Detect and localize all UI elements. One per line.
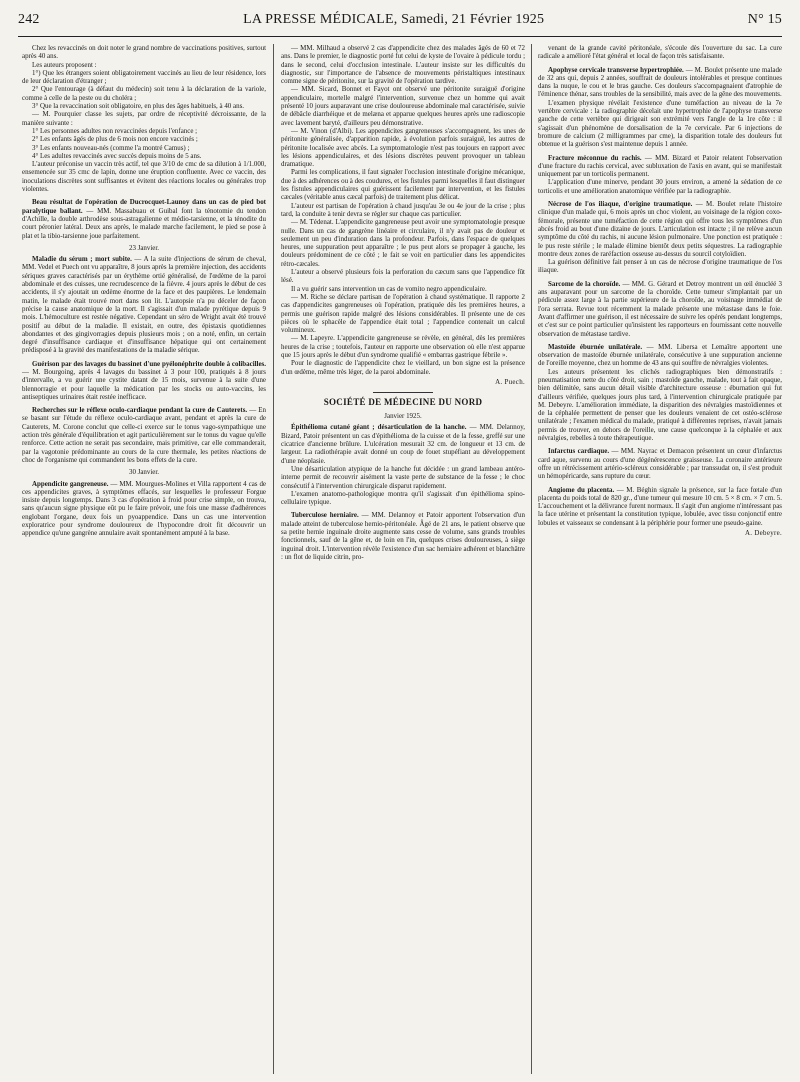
article-paragraph: Chez les revaccinés on doit noter le grand nombre de vaccinations positives, surtout après 40 ans. — [22, 44, 266, 61]
author-signature: A. Debeyre. — [744, 529, 782, 538]
article-paragraph: 4° Les adultes revaccinés avec succès depuis moins de 5 ans. — [32, 151, 202, 160]
article-paragraph: Il a vu guérir sans intervention un cas de vomito negro appendiculaire. — [291, 284, 487, 293]
article-text: — En se basant sur l'étude du réflexe oculo-cardiaque avant, pendant et après la cure de Cauterets, M. Corone conclut que celle-ci exerce sur le tonus vago-sympathique une action très générale d'équilibration et agit particulièrement sur le tonus du vague qu'elle renforce. Cette action ne serait pas secondaire, mais primitive, car elle commanderait, par la vagotonie prédominante au cours de la cure thermale, les petites réactions de choc de l'organisme qui commandent les bons effets de la cure. — [22, 406, 266, 464]
article-paragraph: L'auteur est partisan de l'opération à chaud jusqu'au 3e ou 4e jour de la crise ; plus tard, la conduite à tenir devra se régler sur chaque cas particulier. — [281, 201, 525, 218]
article-heading: Maladie du sérum ; mort subite. — [32, 255, 132, 264]
author-signature: A. Puech. — [495, 377, 525, 386]
article-paragraph — [22, 360, 266, 401]
issue-number: N° 15 — [747, 12, 782, 27]
session-date: 30 Janvier. — [128, 468, 160, 477]
article-paragraph: 2° Que l'entourage (à défaut du médecin) soit tenu à la déclaration de la variole, comme à celle de la peste ou du choléra ; — [22, 85, 266, 102]
article-paragraph: L'examen anatomo-pathologique montra qu'il s'agissait d'un épithélioma spino-cellulaire typique. — [281, 489, 525, 507]
article-paragraph: 1° Les personnes adultes non revaccinées depuis l'enfance ; — [32, 126, 198, 135]
page-number: 242 — [18, 12, 40, 27]
article-paragraph — [22, 406, 266, 464]
article-paragraph: Les auteurs proposent : — [32, 60, 97, 69]
article-heading: Appendicite gangreneuse. — [32, 479, 109, 488]
article-paragraph — [22, 255, 266, 355]
column-3 — [538, 44, 782, 1076]
article-heading: Mastoïde éburnée unilatérale. — [548, 342, 643, 351]
article-paragraph: — MM. Milhaud a observé 2 cas d'appendicite chez des malades âgés de 60 et 72 ans. Dans le premier, le diagnostic porté fut celui de kyste de l'ovaire à pédicule tordu ; dans le second, celui d'occlusion intestinale. L'auteur insiste sur les difficultés du diagnostic, sur l'importance de l'absence de mouvements péristaltiques intestinaux comme signe de péritonite, sur la gravité de l'opération tardive. — [281, 44, 525, 86]
article-heading: Apophyse cervicale transverse hypertrophiée. — [548, 65, 684, 74]
article-paragraph: L'application d'une minerve, pendant 30 jours environ, a amené la sédation de ce torticolis et une amélioration anatomique vérifiée par la radiographie. — [538, 178, 782, 195]
header-rule — [18, 36, 782, 37]
article-heading: Nécrose de l'os iliaque, d'origine traumatique. — [548, 200, 693, 209]
article-paragraph: — M. Tédenat. L'appendicite gangreneuse peut avoir une symptomatologie presque nulle. Dans un cas de gangrène linéaire et circulaire, il n'y avait pas de douleur et seulement un peu d'induration dans la profondeur. Parfois, dans l'espace de quelques heures, une suppuration peut apparaître ; le pus peut alors se propager à gauche, les douleurs prédominent de ce côté ; le fait se voit en particulier dans les appendicites rétro-cæcales. — [281, 218, 525, 268]
article-paragraph: venant de la grande cavité péritonéale, s'écoule dès l'ouverture du sac. La cure radicale a amélioré l'état général et local de façon très satisfaisante. — [538, 44, 782, 61]
article-text: — M. Boulet présente une malade de 32 ans qui, depuis 2 années, souffrait de douleurs intolérables et presque continues dans la nuque, le cou et le bras gauche. Ces douleurs s'accompagnaient d'atrophie de l'éminence thénar, sans troubles de la sensibilité, mais avec de la gêne des mouvements. — [538, 65, 782, 99]
article-text: — MM. G. Gérard et Detroy montrent un œil énucléé 3 ans auparavant pour un sarcome de la choroïde. Cette tumeur s'implantait par un pédicule assez large à la partie supérieure de la choroïde, au voisinage immédiat de l'ora serrata. Revue tout récemment la malade présente une métastase dans le foie. Avant d'affirmer une guérison, il est nécessaire de suivre les opérés pendant longtemps, et c'est sur ce point particulier qu'insistent les rapporteurs en fournissant cette nouvelle observation de métastase tardive. — [538, 279, 782, 338]
article-paragraph — [281, 423, 525, 464]
article-text: — MM. Nayrac et Demacon présentent un cœur d'infarctus card aque, survenu au cours d'une dégénérescence graisseuse. La coronaire antérieure offre un rétrécissement artério-scléreux considérable ; par transsudat on, il s'est produit un hémopéricarde, sans rupture du cœur. — [538, 447, 782, 481]
article-heading: Infarctus cardiaque. — [548, 447, 610, 456]
article-paragraph: 3° Les enfants nouveau-nés (comme l'a montré Camus) ; — [32, 143, 190, 152]
article-text: — A la suite d'injections de sérum de cheval, MM. Vedel et Puech ont vu apparaître, 8 jours après la première injection, des accidents sériques graves caractérisés par un érythème ortié généralisé, de l'œdème de la paroi abdominale et des cuisses, une recrudescence de la fièvre. 4 jours après le début de ces accidents, il s'y ajoutait un œdème énorme de la face et des paupières. Le lendemain matin, le malade était trouvé mort dans son lit. L'autopsie n'a pu déceler de façon précise la cause anatomique de la mort. Il s'agissait d'un malade pyrétique depuis 9 mois. L'hémoculture est restée négative. Cependant un séro de Wright avait été trouvé positif au début de la maladie. Il existait, en outre, des épistaxis quotidiennes abondantes et des gingivorragies depuis plusieurs mois ; on a noté, enfin, un certain degré d'insuffisance cardiaque et d'insuffisance hépatique qui ont certainement prédisposé à la gravité des manifestations de la maladie sérique. — [22, 255, 266, 355]
article-heading: Fracture méconnue du rachis. — [548, 153, 642, 162]
article-text: — M. Béghin signale la présence, sur la face fœtale d'un placenta du poids total de 820 gr., d'une tumeur qui mesure 10 cm. 5 × 8 cm. × 7 cm. 5. L'accouchement et la délivrance furent normaux. Il s'agit d'un angiome n'intéressant pas la face utérine et présentant la constitution typique, lobulée, avec tissu conjonctif entre lobules et vaisseaux se condensant à la périphérie pour former une pseudo-gaine. — [538, 485, 782, 527]
article-heading: Épithélioma cutané géant ; désarticulation de la hanche. — [291, 423, 467, 432]
session-date: 23 Janvier. — [128, 243, 160, 252]
article-heading: Sarcome de la choroïde. — [548, 279, 621, 288]
column-divider — [273, 44, 274, 1074]
column-divider — [531, 44, 532, 1074]
article-paragraph: — M. Lapeyre. L'appendicite gangreneuse se révèle, en général, dès les premières heures de la crise ; toutefois, l'auteur en rapporte une observation où elle n'est apparue que 15 jours après le début d'un syndrome qualifié « embarras gastrique fébrile ». — [281, 334, 525, 359]
society-heading: SOCIÉTÉ DE MÉDECINE DU NORD — [323, 397, 483, 408]
article-text: — MM. Bizard et Patoir relatent l'observation d'une fracture du rachis cervical, avec subluxation de l'axis en avant, qui se manifestait uniquement par un torticolis permanent. — [538, 153, 782, 179]
article-paragraph — [281, 511, 525, 561]
article-paragraph: L'auteur a observé plusieurs fois la perforation du cæcum sans que l'appendice fût lésé. — [281, 268, 525, 285]
article-paragraph — [538, 154, 782, 179]
section-rule — [373, 392, 433, 393]
article-heading: Beau résultat de l'opération de Ducrocquet-Launoy dans un cas de pied bot paralytique ballant. — [22, 198, 266, 215]
article-paragraph: L'examen physique révélait l'existence d'une tuméfaction au niveau de la 7e vertèbre cervicale : la radiographie décelait une hypertrophie de l'apophyse transverse gauche de cette vertèbre qui dirigeait son extrémité vers l'angle de la 1re côte : il s'agissait d'un phénomène de dorsalisation de la 7e cervicale. Par 6 injections de bromure de calcium (2 milligrammes par cme), la disparition totale des douleurs fut obtenue et la guérison s'est maintenue depuis 1 année. — [538, 98, 782, 149]
page-header — [18, 12, 782, 34]
journal-title: LA PRESSE MÉDICALE, Samedi, 21 Février 1925 — [243, 12, 545, 27]
article-text: — MM. Delannoy et Patoir apportent l'observation d'un malade atteint de tuberculose hernio-péritonéale. Âgé de 21 ans, le patient observe que sa petite hernie inguinale droite augmente sans cesse de volume, sans grands troubles fonctionnels, sauf de la gêne et, de loin en l'in, quelques crises douloureuses, à siège inguinal droit. L'intervention révèle l'existence d'un sac herniaire adhérent et blanchâtre : un flot de liquide citrin, pro- — [281, 511, 525, 561]
article-paragraph: Une désarticulation atypique de la hanche fut décidée : un grand lambeau antéro-interne permit de recouvrir aisément la vaste perte de substance de la fesse ; le choc consécutif à l'intervention chirurgicale disparut rapidement. — [281, 464, 525, 490]
article-paragraph — [538, 486, 782, 527]
article-paragraph — [538, 200, 782, 258]
article-heading: Angiome du placenta. — [548, 485, 615, 494]
article-paragraph — [538, 280, 782, 338]
article-paragraph: Pour le diagnostic de l'appendicite chez le vieillard, un bon signe est la présence d'un œdème, même très léger, de la paroi abdominale. — [281, 359, 525, 376]
article-paragraph — [22, 198, 266, 239]
article-paragraph — [538, 447, 782, 480]
article-heading: Guérison par des lavages du bassinet d'une pyélonéphrite double à colibacilles. — [32, 359, 266, 368]
article-paragraph — [22, 480, 266, 538]
article-paragraph: — M. Vinon (d'Albi). Les appendicites gangreneuses s'accompagnent, les unes de péritonite généralisée, d'apparition rapide, à évolution parfois suraiguë, les autres de péritonite localisée avec abcès. La symptomatologie n'est pas toujours en rapport avec les lésions appendiculaires, et des lésions discrètes peuvent provoquer un tableau dramatique. — [281, 126, 525, 169]
article-text: — MM. Mourgues-Molines et Villa rapportent 4 cas de ces appendicites graves, à symptômes effacés, sur lesquelles le professeur Forgue insiste depuis longtemps. Dans 3 cas d'opération à froid pour crise simple, on trouva, sans qu'aucun signe physique eût pu le faire prévoir, une fois une masse d'adhérences englobant l'organe, deux fois un pyoappendice. Dans un cas une intervention exploratrice pour syndrome douloureux de l'hypocondre droit fit découvrir un appendice qu'une gangrène annulaire avait spontanément amputé à la base. — [22, 479, 266, 538]
column-2 — [281, 44, 525, 1076]
session-date: Janvier 1925. — [384, 412, 422, 421]
article-paragraph: 2° Les enfants âgés de plus de 6 mois non encore vaccinés ; — [32, 135, 198, 144]
article-paragraph: 1°) Que les étrangers soient obligatoirement vaccinés au lieu de leur résidence, lors de leur déclaration d'étranger ; — [22, 68, 266, 86]
article-paragraph: Parmi les complications, il faut signaler l'occlusion intestinale d'origine mécanique, due à des adhérences ou à des coudures, et les fistules parmi lesquelles il faut distinguer les fistules appendiculaires qui guérissent facilement par intervention, et les fistules cæcales (véritable anus cæcal parfois) de traitement plus délicat. — [281, 168, 525, 202]
article-paragraph — [538, 66, 782, 99]
article-text: — MM. Delannoy, Bizard, Patoir présentent un cas d'épithélioma de la cuisse et de la fesse, greffé sur une cicatrice d'ancienne brûlure. L'ulcération mesurait 32 cm. de longueur et 13 cm. de largeur. La radiothérapie avait donné un coup de fouet stupéfiant au développement d'une néoplasie. — [281, 423, 525, 465]
article-heading: Recherches sur le réflexe oculo-cardiaque pendant la cure de Cauterets. — [32, 406, 248, 415]
article-heading: Tuberculose herniaire. — [291, 511, 359, 520]
article-text: — MM. Libersa et Lemaître apportent une observation de mastoïde éburnée unilatérale, consécutive à une suppuration ancienne de l'oreille moyenne, chez un homme de 43 ans qui souffre de névralgies violentes. — [538, 342, 782, 368]
article-text: — MM. Massabuau et Guibal font la ténotomie du tendon d'Achille, la double arthrodèse sous-astragalienne et médio-tarsienne, et la ténodite du court péronier latéral. Deux ans après, le malade marche facilement, le pied se pose à plat et la tibio-tarsienne joue parfaitement. — [22, 206, 266, 240]
column-1 — [22, 44, 266, 1076]
article-paragraph: — MM. Sicard, Bonnet et Fayot ont observé une péritonite suraiguë d'origine appendiculaire, mortelle malgré l'intervention, survenue chez un homme qui avait présenté 10 jours auparavant une crise douloureuse abdominale mal caractérisée, suivie de débâcle diarrhéique et de melæna et apparue quelques heures après une radioscopie avec lavement baryté, d'ailleurs peu démonstrative. — [281, 85, 525, 127]
article-text: — M. Bourgoing, après 4 lavages du bassinet à 3 pour 100, pratiqués à 8 jours d'intervalle, a vu guérir une cystite datant de 15 mois, survenue à la suite d'une blennorragie et pour laquelle la médication par les stocks ou auto-vaccins, les antiseptiques urinaires était restée inefficace. — [22, 367, 266, 401]
article-paragraph — [538, 343, 782, 368]
article-paragraph: Les auteurs présentent les clichés radiographiques bien démonstratifs : pneumatisation nette du côté droit, sain ; mastoïde gauche, malade, tout à fait opaque, bien délimitée, sans aucun détail visible d'architecture osseuse : éburnation qui fut d'ailleurs vérifiée, quelques jours plus tard, à l'intervention chirurgicale pratiquée par M. Debeyre. L'amélioration immédiate, la disparition des névralgies mastoïdiennes et de la céphalée permettent de penser que les douleurs venaient de cet ostéo-sclérose unilatérale ; l'examen médical du malade, pratiqué à différentes reprises, n'avait jamais permis de trouver, en dehors de l'oreille, une cause quelconque à la céphalée et aux névralgies, rebelles à toute thérapeutique. — [538, 367, 782, 443]
article-paragraph: La guérison définitive fait penser à un cas de nécrose d'origine traumatique de l'os iliaque. — [538, 258, 782, 275]
article-paragraph: — M. Pourquier classe les sujets, par ordre de réceptivité décroissante, de la manière suivante : — [22, 110, 266, 127]
article-paragraph: 3° Que la revaccination soit obligatoire, en plus des âges habituels, à 40 ans. — [32, 102, 244, 111]
article-text: — M. Boulet relate l'histoire clinique d'un malade qui, 6 mois après un choc violent, au voisinage de la région coxo-fémorale, présente une tuméfaction de cette région qui offre tous les symptômes d'un abcès froid au bout d'une dizaine de jours. L'articulation est intacte ; il ne relève aucun symptôme du côté du rachis, ni aucune lésion pulmonaire. Une ponction est pratiquée : le pus reste stérile ; le malade élimine bientôt deux petits séquestres. La radiographie montre deux zones de raréfaction osseuse au-dessus du sourcil cotyloïdien. — [538, 200, 782, 258]
article-paragraph: — M. Riche se déclare partisan de l'opération à chaud systématique. Il rapporte 2 cas d'appendicites gangreneuses où l'opération, pratiquée dès les premières heures, a permis une guérison rapide malgré des lésions considérables. Il présente une de ces pièces où le sphacèle de l'appendice était total ; l'appendice contenait un calcul volumineux. — [281, 292, 525, 335]
article-paragraph: L'auteur préconise un vaccin très actif, tel que 3/10 de cmc de sa dilution à 1/1.000, ensemencée sur 35 cmc de lapin, donne une éruption confluente. Avec ce vaccin, des inoculations discrètes sont suffisantes et évitent des réactions locales ou générales trop violentes. — [22, 160, 266, 194]
